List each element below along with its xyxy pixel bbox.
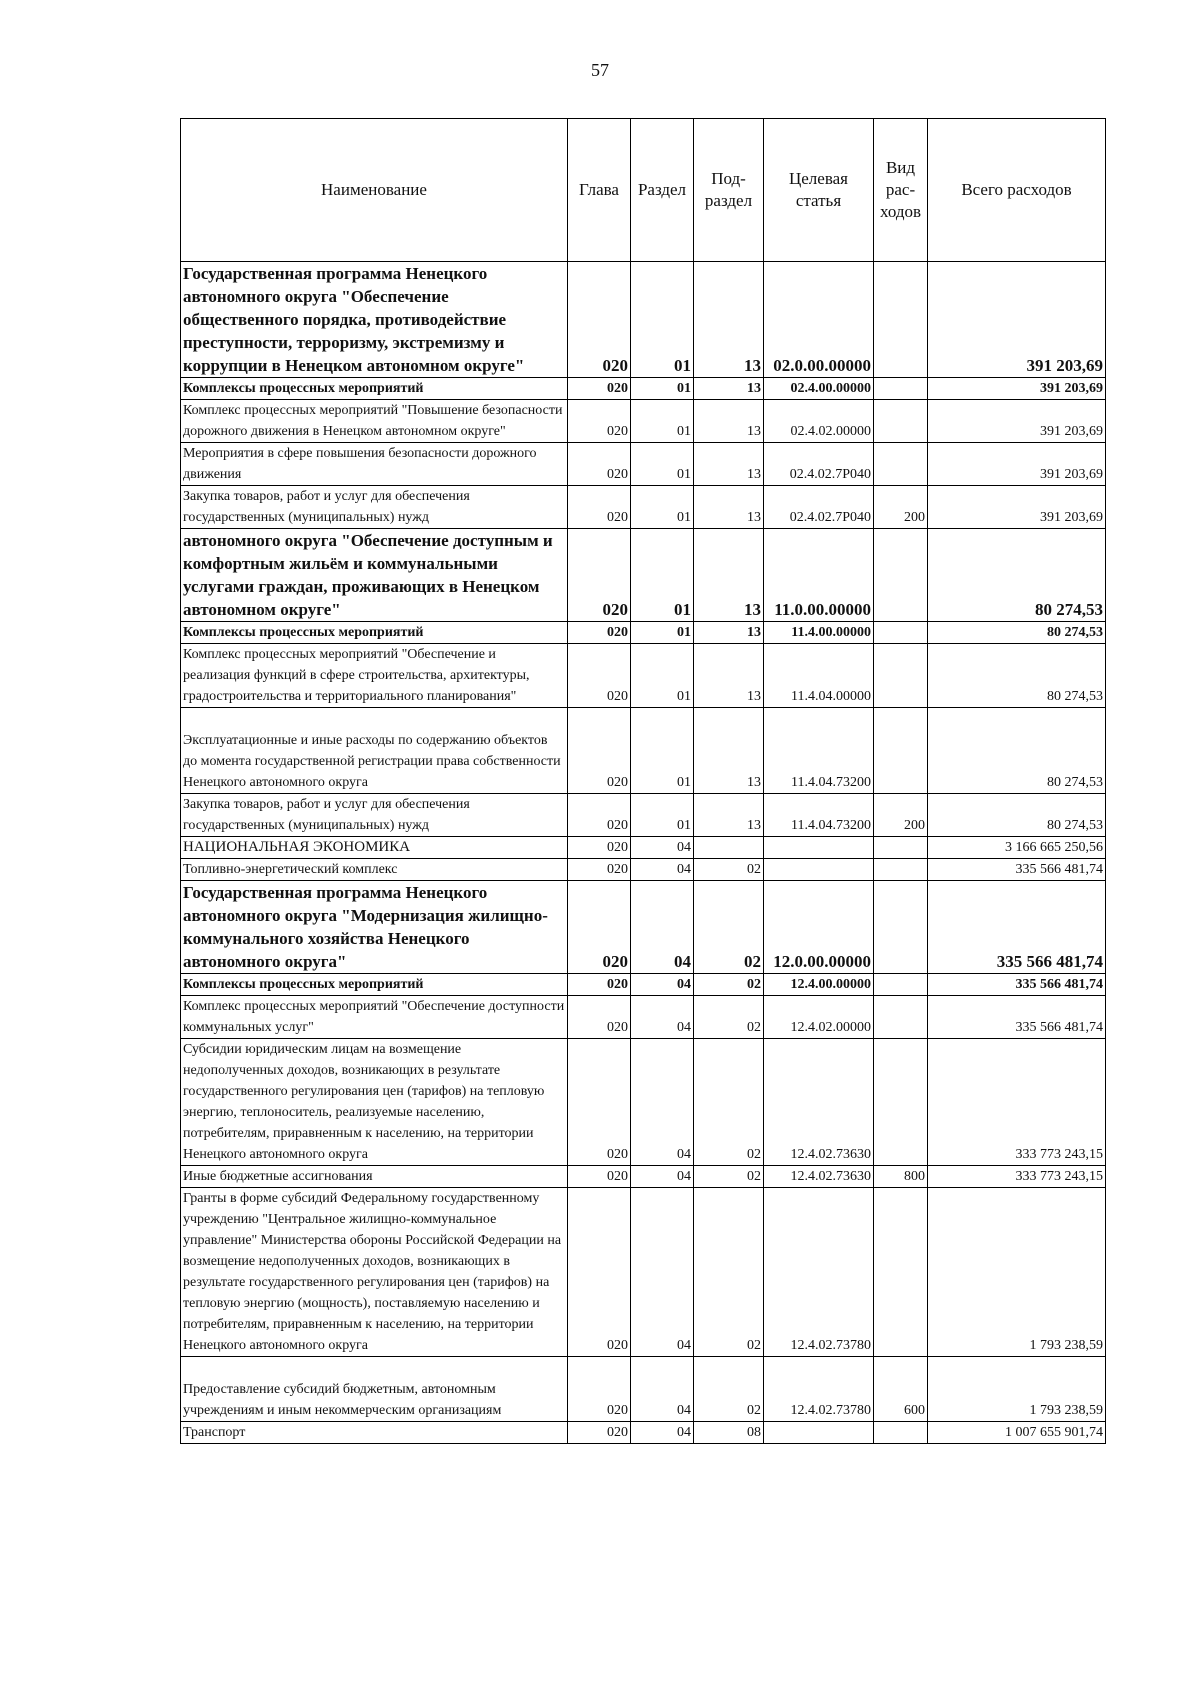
row-total: 80 274,53 <box>928 529 1106 622</box>
row-podrazdel: 02 <box>694 1166 764 1188</box>
row-razdel: 04 <box>631 1166 694 1188</box>
header-podrazdel: Под- раздел <box>694 119 764 262</box>
page-number: 57 <box>591 60 609 80</box>
row-podrazdel: 02 <box>694 1039 764 1166</box>
row-name: Транспорт <box>181 1422 568 1444</box>
row-vid: 800 <box>874 1166 928 1188</box>
row-vid <box>874 1039 928 1166</box>
row-name: Комплекс процессных мероприятий "Обеспечение и реализация функций в сфере строительства, архитектуры, градостроительства и территориального планирования" <box>181 644 568 708</box>
row-name: Комплексы процессных мероприятий <box>181 622 568 644</box>
row-total: 391 203,69 <box>928 443 1106 486</box>
row-vid <box>874 644 928 708</box>
row-razdel: 04 <box>631 1188 694 1357</box>
row-razdel: 04 <box>631 1357 694 1422</box>
row-razdel: 04 <box>631 974 694 996</box>
row-total: 80 274,53 <box>928 794 1106 837</box>
row-glava: 020 <box>568 881 631 974</box>
row-name: Субсидии юридическим лицам на возмещение недополученных доходов, возникающих в результате государственного регулирования цен (тарифов) на тепловую энергию, теплоноситель, реализуемые населению, потребителям, приравненным к населению, на территории Ненецкого автономного округа <box>181 1039 568 1166</box>
table-row <box>181 529 1106 622</box>
row-razdel: 01 <box>631 529 694 622</box>
row-razdel: 04 <box>631 996 694 1039</box>
row-total: 335 566 481,74 <box>928 996 1106 1039</box>
row-name: Мероприятия в сфере повышения безопасности дорожного движения <box>181 443 568 486</box>
row-razdel: 01 <box>631 644 694 708</box>
row-statya: 12.4.00.00000 <box>764 974 874 996</box>
row-name: Закупка товаров, работ и услуг для обеспечения государственных (муниципальных) нужд <box>181 486 568 529</box>
header-statya: Целевая статья <box>764 119 874 262</box>
row-vid <box>874 529 928 622</box>
row-vid <box>874 400 928 443</box>
row-total: 391 203,69 <box>928 378 1106 400</box>
row-total: 1 007 655 901,74 <box>928 1422 1106 1444</box>
row-podrazdel: 13 <box>694 622 764 644</box>
row-vid <box>874 881 928 974</box>
row-statya <box>764 837 874 859</box>
table-row <box>181 996 1106 1039</box>
row-statya <box>764 1422 874 1444</box>
row-podrazdel: 02 <box>694 859 764 881</box>
row-vid: 200 <box>874 486 928 529</box>
row-vid <box>874 378 928 400</box>
row-statya: 11.0.00.00000 <box>764 529 874 622</box>
row-total: 1 793 238,59 <box>928 1188 1106 1357</box>
row-razdel: 01 <box>631 794 694 837</box>
row-podrazdel: 13 <box>694 262 764 378</box>
row-total: 80 274,53 <box>928 622 1106 644</box>
table-row <box>181 622 1106 644</box>
row-total: 335 566 481,74 <box>928 881 1106 974</box>
row-name: Гранты в форме субсидий Федеральному государственному учреждению "Центральное жилищно-коммунальное управление" Министерства обороны Российской Федерации на возмещение недополученных доходов, возникающих в результате государственного регулирования цен (тарифов) на тепловую энергию (мощность), поставляемую населению и потребителям, приравненным к населению, на территории Ненецкого автономного округа <box>181 1188 568 1357</box>
row-podrazdel: 02 <box>694 996 764 1039</box>
header-name: Наименование <box>181 119 568 262</box>
row-total: 391 203,69 <box>928 486 1106 529</box>
row-statya: 12.4.02.73780 <box>764 1188 874 1357</box>
row-name: Государственная программа Ненецкого автономного округа "Обеспечение общественного порядка, противодействие преступности, терроризму, экстремизму и коррупции в Ненецком автономном округе" <box>181 262 568 378</box>
row-podrazdel: 02 <box>694 974 764 996</box>
row-statya: 02.4.02.7Р040 <box>764 443 874 486</box>
table-header-row <box>181 119 1106 262</box>
row-glava: 020 <box>568 529 631 622</box>
row-razdel: 01 <box>631 262 694 378</box>
row-razdel: 01 <box>631 378 694 400</box>
table-row <box>181 859 1106 881</box>
row-podrazdel: 13 <box>694 378 764 400</box>
row-vid: 600 <box>874 1357 928 1422</box>
row-total: 80 274,53 <box>928 708 1106 794</box>
row-razdel: 01 <box>631 443 694 486</box>
row-podrazdel: 08 <box>694 1422 764 1444</box>
table-row <box>181 1166 1106 1188</box>
row-glava: 020 <box>568 400 631 443</box>
row-glava: 020 <box>568 262 631 378</box>
row-name: Закупка товаров, работ и услуг для обеспечения государственных (муниципальных) нужд <box>181 794 568 837</box>
row-glava: 020 <box>568 486 631 529</box>
table-row <box>181 486 1106 529</box>
row-glava: 020 <box>568 644 631 708</box>
row-vid <box>874 996 928 1039</box>
row-name: Комплексы процессных мероприятий <box>181 378 568 400</box>
row-statya: 11.4.00.00000 <box>764 622 874 644</box>
row-total: 333 773 243,15 <box>928 1039 1106 1166</box>
row-statya: 12.4.02.73630 <box>764 1039 874 1166</box>
row-glava: 020 <box>568 794 631 837</box>
row-razdel: 01 <box>631 708 694 794</box>
row-statya: 12.4.02.00000 <box>764 996 874 1039</box>
table-row <box>181 262 1106 378</box>
row-podrazdel: 02 <box>694 1357 764 1422</box>
header-razdel: Раздел <box>631 119 694 262</box>
row-vid <box>874 443 928 486</box>
row-name: Комплексы процессных мероприятий <box>181 974 568 996</box>
row-name: Иные бюджетные ассигнования <box>181 1166 568 1188</box>
row-vid <box>874 708 928 794</box>
row-podrazdel: 13 <box>694 486 764 529</box>
table-row <box>181 881 1106 974</box>
header-glava: Глава <box>568 119 631 262</box>
table-row <box>181 794 1106 837</box>
row-name: НАЦИОНАЛЬНАЯ ЭКОНОМИКА <box>181 837 568 859</box>
row-podrazdel: 13 <box>694 400 764 443</box>
row-glava: 020 <box>568 996 631 1039</box>
row-statya: 12.4.02.73780 <box>764 1357 874 1422</box>
row-podrazdel: 13 <box>694 644 764 708</box>
row-podrazdel: 02 <box>694 881 764 974</box>
table-row <box>181 1188 1106 1357</box>
table-row <box>181 1039 1106 1166</box>
row-name: Предоставление субсидий бюджетным, автономным учреждениям и иным некоммерческим организациям <box>181 1357 568 1422</box>
table-body <box>181 262 1106 1444</box>
row-vid: 200 <box>874 794 928 837</box>
row-name: автономного округа "Обеспечение доступным и комфортным жильём и коммунальными услугами граждан, проживающих в Ненецком автономном округе" <box>181 529 568 622</box>
row-razdel: 01 <box>631 400 694 443</box>
table-row <box>181 644 1106 708</box>
row-statya: 02.4.02.7Р040 <box>764 486 874 529</box>
row-glava: 020 <box>568 622 631 644</box>
row-vid <box>874 974 928 996</box>
row-podrazdel: 13 <box>694 443 764 486</box>
row-total: 335 566 481,74 <box>928 859 1106 881</box>
row-statya: 11.4.04.73200 <box>764 794 874 837</box>
row-podrazdel: 02 <box>694 1188 764 1357</box>
row-razdel: 01 <box>631 486 694 529</box>
row-podrazdel <box>694 837 764 859</box>
table-row <box>181 974 1106 996</box>
header-vid: Вид рас- ходов <box>874 119 928 262</box>
row-statya <box>764 859 874 881</box>
row-glava: 020 <box>568 1422 631 1444</box>
row-statya: 02.4.02.00000 <box>764 400 874 443</box>
table-row <box>181 443 1106 486</box>
table-row <box>181 1422 1106 1444</box>
row-statya: 02.4.00.00000 <box>764 378 874 400</box>
table-row <box>181 837 1106 859</box>
row-name: Государственная программа Ненецкого автономного округа "Модернизация жилищно-коммунального хозяйства Ненецкого автономного округа" <box>181 881 568 974</box>
row-glava: 020 <box>568 1357 631 1422</box>
row-name: Комплекс процессных мероприятий "Обеспечение доступности коммунальных услуг" <box>181 996 568 1039</box>
row-razdel: 04 <box>631 881 694 974</box>
header-total: Всего расходов <box>928 119 1106 262</box>
row-name: Топливно-энергетический комплекс <box>181 859 568 881</box>
row-statya: 12.0.00.00000 <box>764 881 874 974</box>
row-vid <box>874 837 928 859</box>
row-total: 1 793 238,59 <box>928 1357 1106 1422</box>
row-vid <box>874 859 928 881</box>
budget-table <box>180 118 1106 1444</box>
row-total: 391 203,69 <box>928 262 1106 378</box>
row-glava: 020 <box>568 974 631 996</box>
table-row <box>181 708 1106 794</box>
row-glava: 020 <box>568 837 631 859</box>
row-podrazdel: 13 <box>694 529 764 622</box>
row-razdel: 04 <box>631 1039 694 1166</box>
table-row <box>181 1357 1106 1422</box>
row-glava: 020 <box>568 708 631 794</box>
row-razdel: 04 <box>631 837 694 859</box>
row-total: 335 566 481,74 <box>928 974 1106 996</box>
row-statya: 11.4.04.73200 <box>764 708 874 794</box>
row-glava: 020 <box>568 1188 631 1357</box>
row-glava: 020 <box>568 859 631 881</box>
row-name: Комплекс процессных мероприятий "Повышение безопасности дорожного движения в Ненецком автономном округе" <box>181 400 568 443</box>
row-razdel: 04 <box>631 1422 694 1444</box>
table-row <box>181 378 1106 400</box>
row-glava: 020 <box>568 443 631 486</box>
row-statya: 11.4.04.00000 <box>764 644 874 708</box>
row-razdel: 04 <box>631 859 694 881</box>
row-podrazdel: 13 <box>694 708 764 794</box>
row-podrazdel: 13 <box>694 794 764 837</box>
row-total: 3 166 665 250,56 <box>928 837 1106 859</box>
row-razdel: 01 <box>631 622 694 644</box>
row-total: 391 203,69 <box>928 400 1106 443</box>
row-glava: 020 <box>568 1166 631 1188</box>
row-glava: 020 <box>568 1039 631 1166</box>
row-total: 80 274,53 <box>928 644 1106 708</box>
row-statya: 02.0.00.00000 <box>764 262 874 378</box>
row-statya: 12.4.02.73630 <box>764 1166 874 1188</box>
row-glava: 020 <box>568 378 631 400</box>
row-name: Эксплуатационные и иные расходы по содержанию объектов до момента государственной регистрации права собственности Ненецкого автономного округа <box>181 708 568 794</box>
row-vid <box>874 1188 928 1357</box>
row-vid <box>874 262 928 378</box>
row-total: 333 773 243,15 <box>928 1166 1106 1188</box>
row-vid <box>874 1422 928 1444</box>
table-row <box>181 400 1106 443</box>
row-vid <box>874 622 928 644</box>
